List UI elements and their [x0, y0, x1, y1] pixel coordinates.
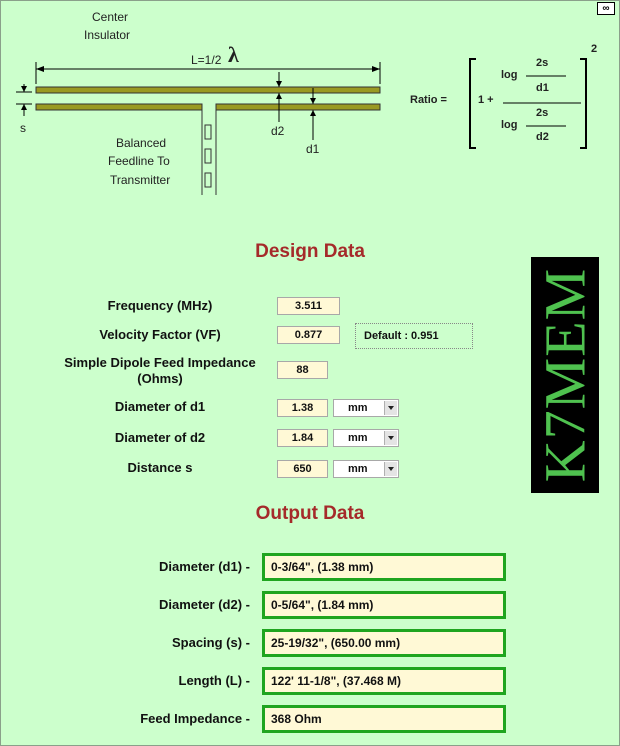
- output-length-field[interactable]: 122' 11-1/8", (37.468 M): [262, 667, 506, 695]
- length-label: L=1/2: [191, 53, 222, 67]
- frequency-input[interactable]: 3.511: [277, 297, 340, 315]
- impedance-label-2: (Ohms): [137, 371, 183, 386]
- two-s-bottom-label: 2s: [536, 107, 549, 119]
- center-insulator-label: Center: [92, 10, 129, 24]
- d2-input[interactable]: 1.84: [277, 429, 328, 447]
- output-data-title: Output Data: [255, 503, 365, 524]
- exponent-label: 2: [591, 43, 598, 55]
- center-insulator-label-2: Insulator: [84, 28, 131, 42]
- output-d1-field[interactable]: 0-3/64", (1.38 mm): [262, 553, 506, 581]
- output-length-label: Length (L) -: [178, 673, 250, 688]
- two-s-top-label: 2s: [536, 57, 549, 69]
- impedance-label-1: Simple Dipole Feed Impedance: [64, 355, 256, 370]
- velocity-factor-label: Velocity Factor (VF): [99, 327, 221, 342]
- d1-unit-select[interactable]: [333, 399, 399, 417]
- d1-formula-label: d1: [536, 82, 549, 94]
- d1-unit-value: mm: [348, 402, 368, 414]
- s-unit-value: mm: [348, 463, 368, 475]
- logo-text: K7MEM: [532, 267, 598, 483]
- d2-unit-value: mm: [348, 432, 368, 444]
- chevron-down-icon[interactable]: [384, 431, 397, 445]
- d1-diameter-label: Diameter of d1: [114, 399, 206, 414]
- s-label: s: [20, 121, 26, 135]
- d1-label: d1: [306, 142, 320, 156]
- log-bottom-label: log: [501, 119, 518, 131]
- feedline-label-2: Feedline To: [108, 154, 170, 168]
- d2-formula-label: d2: [536, 131, 549, 143]
- ratio-label: Ratio =: [410, 94, 447, 106]
- d2-unit-select[interactable]: [333, 429, 399, 447]
- distance-s-input[interactable]: 650: [277, 460, 328, 478]
- velocity-factor-input[interactable]: 0.877: [277, 326, 340, 344]
- s-unit-select[interactable]: [333, 460, 399, 478]
- lambda-symbol: λ: [228, 42, 239, 67]
- one-plus-label: 1 +: [478, 94, 494, 106]
- feedline-label-3: Transmitter: [110, 173, 171, 187]
- velocity-factor-default: Default : 0.951: [355, 323, 473, 349]
- impedance-input[interactable]: 88: [277, 361, 328, 379]
- chevron-down-icon[interactable]: [384, 401, 397, 415]
- d2-label: d2: [271, 124, 285, 138]
- log-top-label: log: [501, 69, 518, 81]
- d1-input[interactable]: 1.38: [277, 399, 328, 417]
- d2-diameter-label: Diameter of d2: [114, 430, 206, 445]
- output-d1-label: Diameter (d1) -: [158, 559, 250, 574]
- output-feed-impedance-field[interactable]: 368 Ohm: [262, 705, 506, 733]
- design-data-title: Design Data: [255, 241, 365, 262]
- feedline-label-1: Balanced: [116, 136, 167, 150]
- frequency-label: Frequency (MHz): [107, 298, 213, 313]
- output-d2-label: Diameter (d2) -: [158, 597, 250, 612]
- output-d2-field[interactable]: 0-5/64", (1.84 mm): [262, 591, 506, 619]
- chevron-down-icon[interactable]: [384, 462, 397, 476]
- k7mem-logo: [531, 257, 599, 493]
- link-icon[interactable]: ∞: [597, 2, 615, 15]
- distance-s-label: Distance s: [127, 460, 193, 475]
- output-feed-impedance-label: Feed Impedance -: [140, 711, 250, 726]
- output-spacing-label: Spacing (s) -: [171, 635, 250, 650]
- output-spacing-field[interactable]: 25-19/32", (650.00 mm): [262, 629, 506, 657]
